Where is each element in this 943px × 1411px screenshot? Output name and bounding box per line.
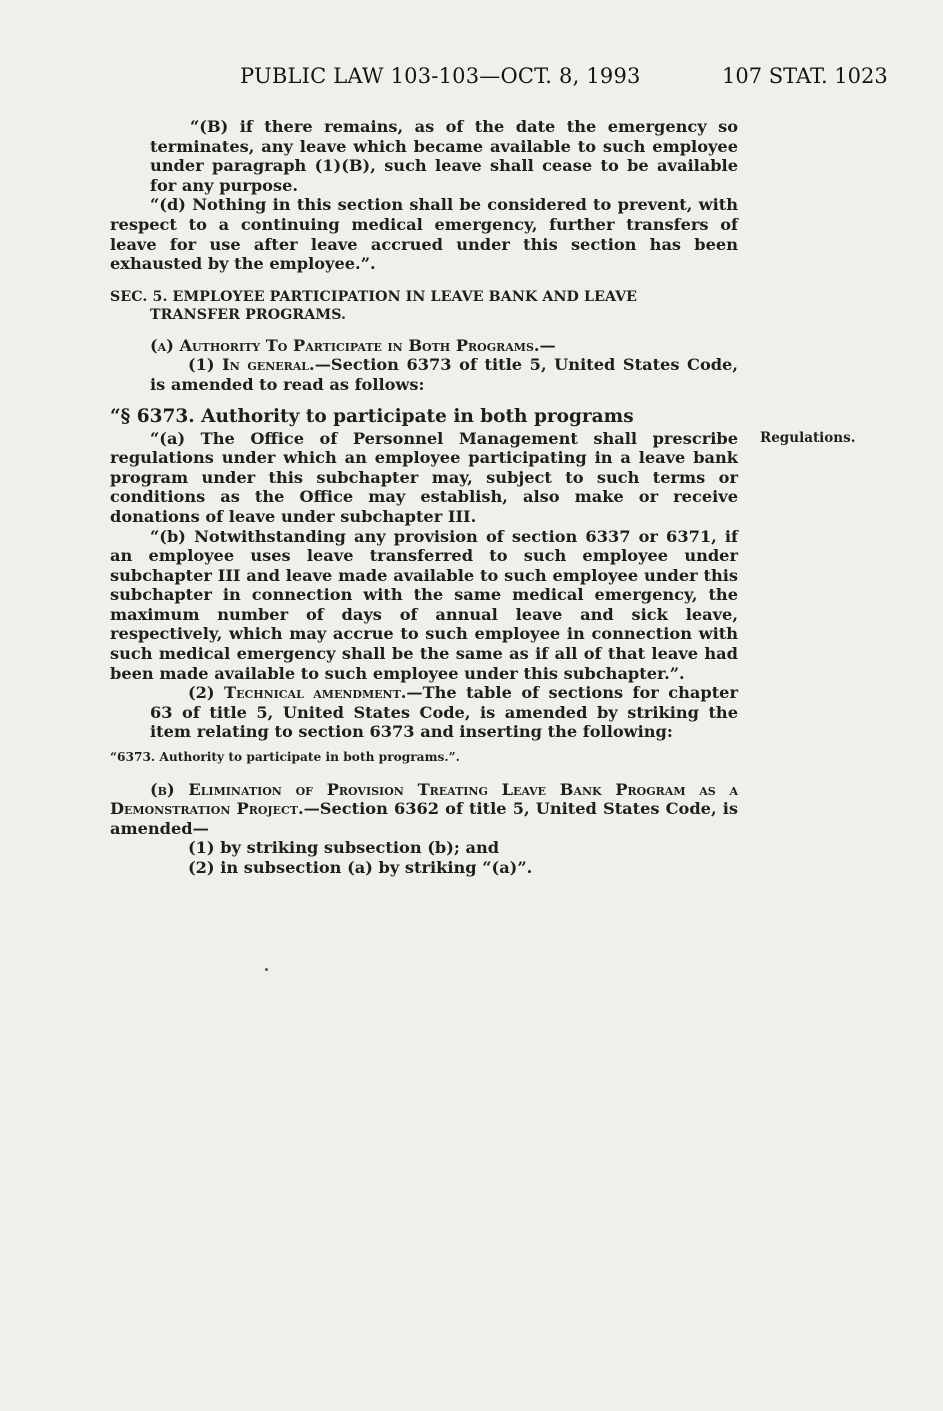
subsection-a-heading	[110, 336, 738, 356]
running-title: PUBLIC LAW 103-103—OCT. 8, 1993	[240, 64, 641, 88]
section-5-heading	[110, 288, 738, 324]
section-6373-a: “(a) The Office of Personnel Management shall prescribe regulations under which an employee participating in a leave bank program under this subchapter may, subject to such terms or conditions as the Office may establish, also make or receive donations of leave under subchapter III.	[110, 428, 738, 526]
subsection-b	[110, 780, 738, 839]
subsection-b-label: (b) Elimination of Provision Treating Leave Bank Program as a Demonstration Project.	[110, 779, 738, 819]
paragraph-a2-text: —The table of sections for chapter 63 of title 5, United States Code, is amended by striking the item relating to section 6373 and inserting the following:	[150, 683, 739, 742]
paragraph-a2-label: (2) Technical amendment.	[188, 683, 407, 703]
table-of-sections-item: “6373. Authority to participate in both programs.”.	[110, 750, 460, 765]
page-header	[0, 64, 943, 94]
subsection-a-label: (a) Authority To Participate in Both Programs.—	[150, 335, 556, 355]
page-body	[110, 117, 738, 878]
margin-note-regulations: Regulations.	[760, 430, 856, 446]
paragraph-a1-text: —Section 6373 of title 5, United States Code, is amended to read as follows:	[150, 355, 738, 394]
paragraph-a2	[110, 683, 738, 742]
paragraph-a1	[110, 355, 738, 394]
paragraph-a1-label: (1) In general.	[188, 355, 315, 375]
section-6373-heading: “§ 6373. Authority to participate in both programs	[110, 405, 634, 427]
section-5-heading-line2: TRANSFER PROGRAMS.	[150, 306, 347, 323]
subsection-b-item-1: (1) by striking subsection (b); and	[188, 838, 500, 858]
section-5-heading-line1: SEC. 5. EMPLOYEE PARTICIPATION IN LEAVE BANK AND LEAVE	[110, 288, 638, 305]
paragraph-b-continuation: “(B) if there remains, as of the date the emergency so terminates, any leave which became available to such employee under paragraph (1)(B), such leave shall cease to be available for any purpose.	[150, 117, 738, 195]
scan-speck	[265, 968, 268, 971]
section-6373-b: “(b) Notwithstanding any provision of section 6337 or 6371, if an employee uses leave transferred to such employee under subchapter III and leave made available to such employee under this subchapter in connection with the same medical emergency, the maximum number of days of annual leave and sick leave, respectively, which may accrue to such employee in connection with such medical emergency shall be the same as if all of that leave had been made available to such employee under this subchapter.”.	[110, 526, 738, 683]
paragraph-d: “(d) Nothing in this section shall be considered to prevent, with respect to a continuing medical emergency, further transfers of leave for use after leave accrued under this section has been exhausted by the employee.”.	[110, 195, 738, 274]
stat-page-number: 107 STAT. 1023	[722, 64, 888, 88]
subsection-b-item-2: (2) in subsection (a) by striking “(a)”.	[188, 858, 533, 877]
subsection-b-text: —Section 6362 of title 5, United States Code, is amended—	[110, 799, 739, 838]
